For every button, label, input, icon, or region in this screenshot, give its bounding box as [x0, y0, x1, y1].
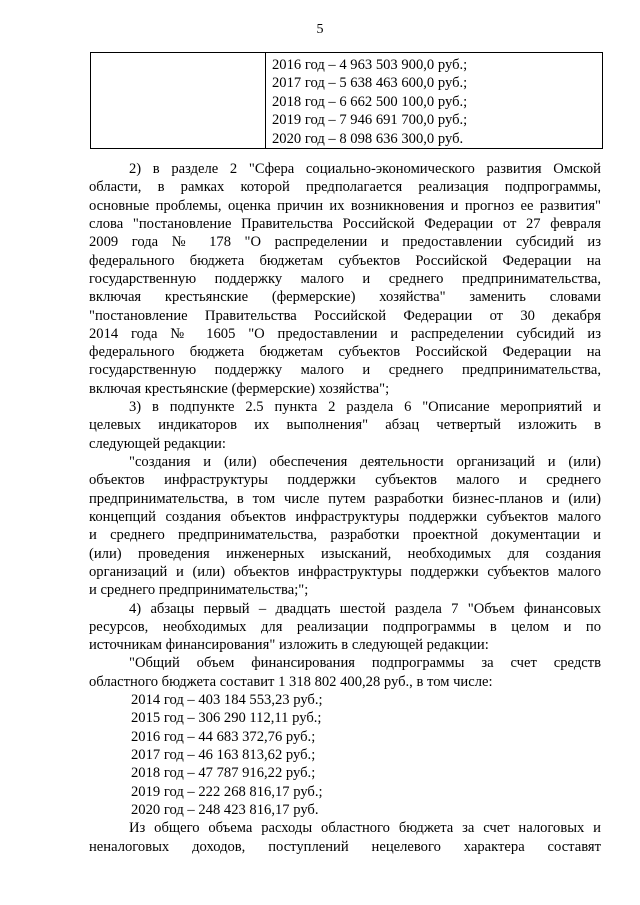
text-line: предпринимательства, в том числе путем разработки бизнес-планов и (или) — [89, 490, 601, 507]
document-body — [89, 160, 601, 856]
table-line: 2017 год – 5 638 463 600,0 руб.; — [272, 75, 468, 92]
table-column-divider — [265, 53, 266, 148]
text-line: (или) проведения инженерных изысканий, необходимых для создания — [89, 545, 601, 562]
text-line: "Общий объем финансирования подпрограммы за счет средств — [129, 655, 601, 672]
text-line: ресурсов, необходимых для реализации подпрограммы в целом и по — [89, 618, 601, 635]
continuation-table — [90, 52, 603, 149]
text-line: государственную поддержку малого и среднего предпринимательства, — [89, 362, 601, 379]
text-line: и среднего предпринимательства;"; — [89, 582, 309, 599]
text-line: "постановление Правительства Российской Федерации от 30 декабря — [89, 307, 601, 324]
text-line: федерального бюджета бюджетам субъектов Российской Федерации на — [89, 252, 601, 269]
text-line: включая крестьянские (фермерские) хозяйства"; — [89, 380, 390, 397]
text-line: неналоговых доходов, поступлений нецелевого характера составят — [89, 838, 601, 855]
text-line: 2015 год – 306 290 112,11 руб.; — [131, 710, 322, 727]
text-line: источникам финансирования" изложить в следующей редакции: — [89, 637, 489, 654]
text-line: Из общего объема расходы областного бюджета за счет налоговых и — [129, 820, 601, 837]
text-line: основные проблемы, оценка причин их возникновения и прогноз ее развития" — [89, 197, 601, 214]
text-line: следующей редакции: — [89, 435, 226, 452]
text-line: федерального бюджета бюджетам субъектов Российской Федерации на — [89, 344, 601, 361]
table-line: 2016 год – 4 963 503 900,0 руб.; — [272, 57, 468, 73]
text-line: 4) абзацы первый – двадцать шестой раздела 7 "Объем финансовых — [129, 600, 601, 617]
text-line: 2018 год – 47 787 916,22 руб.; — [131, 765, 316, 782]
text-line: 2020 год – 248 423 816,17 руб. — [131, 801, 319, 818]
page-number: 5 — [316, 22, 324, 37]
text-line: государственную поддержку малого и среднего предпринимательства, — [89, 270, 601, 287]
text-line: 3) в подпункте 2.5 пункта 2 раздела 6 "Описание мероприятий и — [129, 399, 601, 416]
text-line: 2) в разделе 2 "Сфера социально-экономического развития Омской — [129, 161, 601, 177]
text-line: 2009 года № 178 "О распределении и предоставлении субсидий из — [89, 234, 601, 251]
text-line: областного бюджета составит 1 318 802 400,28 руб., в том числе: — [89, 673, 493, 690]
text-line: "создания и (или) обеспечения деятельности организаций и (или) — [129, 454, 601, 470]
table-line: 2020 год – 8 098 636 300,0 руб. — [272, 130, 464, 147]
text-line: концепций создания объектов инфраструктуры поддержки субъектов малого — [89, 508, 601, 525]
text-line: и среднего предпринимательства, разработки проектной документации и — [89, 527, 601, 544]
text-line: области, в рамках которой предполагается реализация подпрограммы, — [89, 179, 601, 196]
text-line: 2017 год – 46 163 813,62 руб.; — [131, 747, 316, 763]
table-line: 2018 год – 6 662 500 100,0 руб.; — [272, 93, 468, 110]
text-line: слова "постановление Правительства Российской Федерации от 27 февраля — [89, 215, 601, 232]
text-line: 2019 год – 222 268 816,17 руб.; — [131, 783, 323, 800]
text-line: целевых индикаторов их выполнения" абзац четвертый изложить в — [89, 417, 601, 434]
text-line: включая крестьянские (фермерские) хозяйства" заменить словами — [89, 289, 601, 306]
text-line: 2014 год – 403 184 553,23 руб.; — [131, 692, 323, 709]
table-line: 2019 год – 7 946 691 700,0 руб.; — [272, 112, 468, 129]
text-line: организаций и (или) объектов инфраструктуры поддержки субъектов малого — [89, 563, 601, 580]
table-cell-amounts — [272, 56, 598, 148]
text-line: объектов инфраструктуры поддержки субъектов малого и среднего — [89, 472, 601, 489]
text-line: 2014 года № 1605 "О предоставлении и распределении субсидий из — [89, 325, 601, 342]
text-line: 2016 год – 44 683 372,76 руб.; — [131, 728, 316, 745]
